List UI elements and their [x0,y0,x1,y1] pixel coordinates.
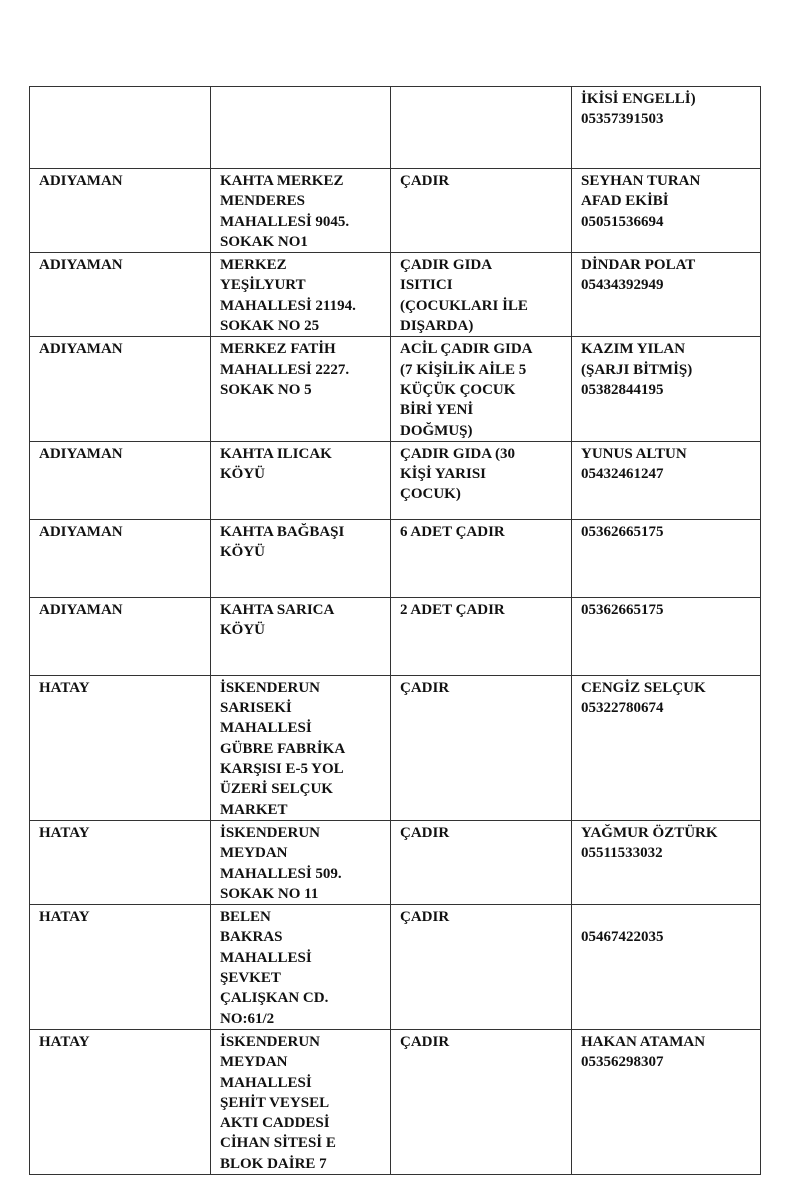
cell-text-line: KİŞİ YARISI [400,466,487,483]
cell-text-line: MAHALLESİ 21194. [220,297,356,314]
table-row [30,169,761,253]
cell-text-line: KAZIM YILAN [581,341,686,358]
cell-text-line: 2 ADET ÇADIR [400,601,505,618]
cell-text-line: ÇADIR GIDA (30 [400,445,516,462]
cell-text-line: MAHALLESİ 509. [220,865,342,882]
cell-text-line: SARISEKİ [220,700,292,717]
cell-text-line: BAKRAS [220,929,283,946]
cell-text-line: İSKENDERUN [220,824,321,841]
cell-text-line: MERKEZ [220,257,287,274]
need-cell [391,253,572,337]
province-cell [30,441,211,519]
cell-text-line: SEYHAN TURAN [581,173,701,189]
cell-text-line: CİHAN SİTESİ E [220,1135,336,1152]
cell-text-line: KAHTA ILICAK [220,445,332,462]
cell-text-line: ACİL ÇADIR GIDA [400,341,533,358]
cell-text-line: ISITICI [400,277,453,294]
cell-text-line: KAHTA BAĞBAŞI [220,523,345,540]
cell-text-line: ADIYAMAN [39,523,123,540]
cell-text-line: ŞEVKET [220,970,281,987]
address-cell [211,441,391,519]
cell-text-line: MEYDAN [220,1054,288,1071]
cell-text-line: 05362665175 [581,523,664,540]
address-cell [211,597,391,675]
contact-cell [572,337,761,441]
need-cell [391,441,572,519]
cell-text-line: MEYDAN [220,845,288,862]
cell-text-line: ŞEHİT VEYSEL [220,1094,330,1111]
cell-text-line: 05382844195 [581,381,664,398]
need-cell [391,337,572,441]
cell-text-line: 05511533032 [581,845,663,862]
province-cell [30,597,211,675]
cell-text-line: 05322780674 [581,700,664,717]
cell-text-line: ÇADIR [400,679,450,696]
province-cell [30,905,211,1030]
cell-text-line: İSKENDERUN [220,679,321,696]
table-row [30,253,761,337]
cell-text-line: ÇADIR GIDA [400,257,493,274]
cell-text-line: CENGİZ SELÇUK [581,679,706,696]
table-row [30,87,761,169]
cell-text-line: ÇADIR [400,824,450,841]
table-row [30,441,761,519]
table-row [30,820,761,904]
contact-cell [572,169,761,253]
cell-text-line: 05467422035 [581,929,664,946]
cell-text-line: ÇADIR [400,173,450,189]
cell-text-line: (7 KİŞİLİK AİLE 5 [400,361,527,378]
cell-text-line: 05362665175 [581,601,664,618]
cell-text-line: AFAD EKİBİ [581,193,669,210]
cell-text-line: GÜBRE FABRİKA [220,740,346,757]
address-cell [211,87,391,169]
contact-cell [572,441,761,519]
address-cell [211,337,391,441]
address-cell [211,820,391,904]
cell-text-line: İSKENDERUN [220,1033,321,1050]
contact-cell [572,905,761,1030]
cell-text-line: ÇADIR [400,909,450,926]
province-cell [30,169,211,253]
cell-text-line: KÖYÜ [220,622,265,639]
cell-text-line: MAHALLESİ 2227. [220,361,350,378]
cell-text-line: 05434392949 [581,277,664,294]
contact-cell [572,1029,761,1174]
cell-text-line: BLOK DAİRE 7 [220,1155,327,1172]
cell-text-line: DIŞARDA) [400,318,474,335]
need-cell [391,905,572,1030]
address-cell [211,675,391,820]
cell-text-line: BİRİ YENİ [400,402,474,419]
cell-text-line: KÖYÜ [220,544,265,561]
contact-cell [572,519,761,597]
cell-text-line: HAKAN ATAMAN [581,1033,706,1050]
cell-text-line: MERKEZ FATİH [220,341,336,358]
cell-text-line: MAHALLESİ [220,1074,312,1091]
need-cell [391,169,572,253]
cell-text-line: 05357391503 [581,111,664,128]
cell-text-line: KAHTA MERKEZ [220,173,344,189]
cell-text-line: DİNDAR POLAT [581,257,696,274]
cell-text-line: DOĞMUŞ) [400,422,473,439]
cell-text-line: ADIYAMAN [39,341,123,358]
cell-text-line: MAHALLESİ 9045. [220,213,350,230]
need-cell [391,87,572,169]
cell-text-line: HATAY [39,824,90,841]
cell-text-line: NO:61/2 [220,1010,275,1027]
need-cell [391,1029,572,1174]
address-cell [211,1029,391,1174]
cell-text-line: ADIYAMAN [39,601,123,618]
contact-cell [572,675,761,820]
cell-text-line: ÇALIŞKAN CD. [220,990,329,1007]
province-cell [30,87,211,169]
cell-text-line: MAHALLESİ [220,949,312,966]
cell-text-line: (ÇOCUKLARI İLE [400,297,528,314]
cell-text-line: MAHALLESİ [220,720,312,737]
need-cell [391,820,572,904]
province-cell [30,253,211,337]
cell-text-line: İKİSİ ENGELLİ) [581,91,696,107]
cell-text-line: SOKAK NO 25 [220,318,320,335]
cell-text-line: HATAY [39,1033,90,1050]
cell-text-line: 6 ADET ÇADIR [400,523,505,540]
table-row [30,675,761,820]
address-cell [211,169,391,253]
cell-text-line: MARKET [220,801,288,818]
table-row [30,597,761,675]
cell-text-line: KÖYÜ [220,466,265,483]
cell-text-line: MENDERES [220,193,306,210]
contact-cell [572,597,761,675]
cell-text-line: KÜÇÜK ÇOCUK [400,381,516,398]
cell-text-line: YAĞMUR ÖZTÜRK [581,824,718,841]
address-cell [211,905,391,1030]
need-cell [391,597,572,675]
cell-text-line: ÇOCUK) [400,486,461,503]
table-row [30,1029,761,1174]
cell-text-line: YEŞİLYURT [220,277,306,294]
address-cell [211,253,391,337]
province-cell [30,519,211,597]
province-cell [30,675,211,820]
cell-text-line: (ŞARJI BİTMİŞ) [581,361,693,378]
province-cell [30,820,211,904]
cell-text-line: 05432461247 [581,466,664,483]
cell-text-line: SOKAK NO1 [220,233,308,250]
cell-text-line: 05051536694 [581,213,664,230]
cell-text-line: ADIYAMAN [39,257,123,274]
cell-text-line: KARŞISI E-5 YOL [220,761,344,778]
contact-cell [572,253,761,337]
cell-text-line: SOKAK NO 5 [220,381,312,398]
province-cell [30,337,211,441]
contact-cell [572,820,761,904]
cell-text-line: ADIYAMAN [39,445,123,462]
aid-request-table [29,86,761,1175]
cell-text-line: YUNUS ALTUN [581,445,687,462]
table-row [30,519,761,597]
cell-text-line: ÇADIR [400,1033,450,1050]
cell-text-line: SOKAK NO 11 [220,885,319,902]
cell-text-line: 05356298307 [581,1054,664,1071]
cell-text-line: ADIYAMAN [39,173,123,189]
need-cell [391,675,572,820]
cell-text-line: BELEN [220,909,271,926]
province-cell [30,1029,211,1174]
cell-text-line: HATAY [39,679,90,696]
cell-text-line: KAHTA SARICA [220,601,335,618]
cell-text-line: ÜZERİ SELÇUK [220,781,333,798]
cell-text-line: HATAY [39,909,90,926]
cell-text-line: AKTI CADDESİ [220,1115,330,1132]
blank-line [581,907,756,927]
table-row [30,905,761,1030]
contact-cell [572,87,761,169]
aid-request-table-body [30,87,761,1175]
address-cell [211,519,391,597]
need-cell [391,519,572,597]
table-row [30,337,761,441]
